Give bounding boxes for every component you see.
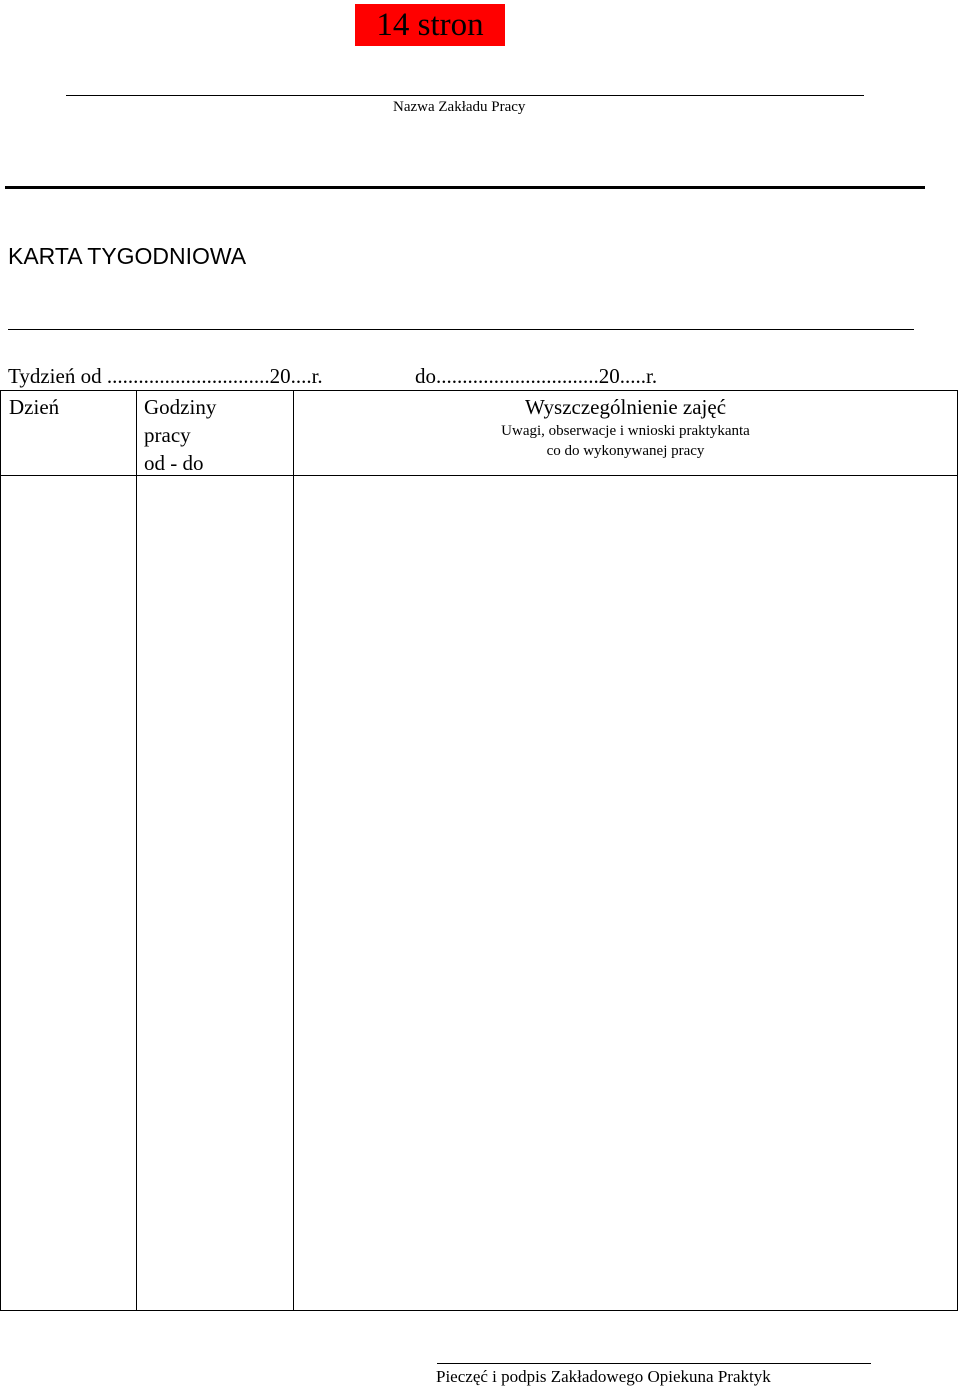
title-divider: [8, 329, 914, 330]
header-day: Dzień: [9, 395, 60, 419]
page-count-badge: 14 stron: [355, 4, 505, 46]
signature-label: Pieczęć i podpis Zakładowego Opiekuna Praktyk: [436, 1367, 771, 1386]
column-divider-day: [136, 391, 137, 1310]
header-notes: [294, 421, 957, 461]
week-to-field: do...............................20.....r.: [415, 364, 658, 388]
header-notes-line2: co do wykonywanej pracy: [546, 443, 705, 459]
signature-line: [437, 1363, 871, 1364]
week-from-field: Tydzień od ...............................20....r.: [8, 364, 323, 388]
header-notes-line1: Uwagi, obserwacje i wnioski praktykanta: [501, 423, 750, 439]
company-name-line: [66, 95, 864, 96]
header-description: Wyszczególnienie zajęć: [524, 395, 727, 419]
header-hours-line3: od - do: [144, 451, 204, 475]
header-divider: [5, 186, 925, 189]
header-hours-line1: Godziny: [144, 395, 217, 419]
header-hours-line2: pracy: [144, 423, 191, 447]
document-title: KARTA TYGODNIOWA: [8, 243, 247, 269]
header-hours: [144, 393, 216, 477]
column-divider-hours: [293, 391, 294, 1310]
company-name-label: Nazwa Zakładu Pracy: [393, 99, 526, 115]
weekly-table: [0, 390, 958, 1311]
